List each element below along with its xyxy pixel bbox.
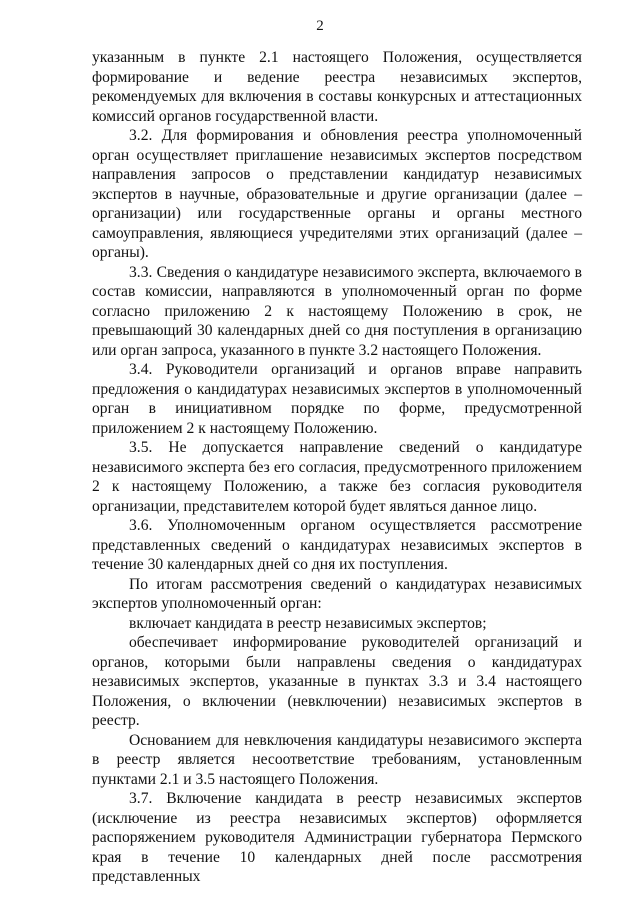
page-number: 2: [316, 18, 324, 34]
paragraph-provides-information: обеспечивает информирование руководителей организаций и органов, которыми были направлены сведения о кандидатурах независимых экспертов, указанные в пунктах 3.3 и 3.4 настоящего Положения, о включении (невключении) независимых экспертов в реестр.: [92, 634, 582, 729]
paragraph-non-inclusion-basis: Основанием для невключения кандидатуры независимого эксперта в реестр является несоответствие требованиям, установленным пунктами 2.1 и 3.5 настоящего Положения.: [92, 731, 582, 788]
paragraph-3-5: 3.5. Не допускается направление сведений о кандидатуре независимого эксперта без его согласия, предусмотренного приложением 2 к настоящему Положению, а также без согласия руководителя организации, представителем которой будет являться данное лицо.: [92, 439, 582, 515]
paragraph-review-results: По итогам рассмотрения сведений о кандидатурах независимых экспертов уполномоченный орган:: [92, 575, 582, 612]
paragraph-3-4: 3.4. Руководители организаций и органов вправе направить предложения о кандидатурах независимых экспертов в уполномоченный орган в инициативном порядке по форме, предусмотренной приложением 2 к настоящему Положению.: [92, 361, 582, 437]
paragraph-3-2: 3.2. Для формирования и обновления реестра уполномоченный орган осуществляет приглашение независимых экспертов посредством направления запросов о представлении кандидатур независимых экспертов в научные, образовательные и другие организации (далее – организации) или государственные органы и органы местного самоуправления, являющиеся учредителями этих организаций (далее – органы).: [92, 127, 582, 261]
paragraph-includes-candidate: включает кандидата в реестр независимых экспертов;: [129, 614, 487, 632]
document-body: [92, 48, 582, 887]
paragraph-3-3: 3.3. Сведения о кандидатуре независимого эксперта, включаемого в состав комиссии, направляются в уполномоченный орган по форме согласно приложению 2 к настоящему Положению в срок, не превышающий 30 календарных дней со дня поступления в организацию или орган запроса, указанного в пункте 3.2 настоящего Положения.: [92, 263, 582, 359]
paragraph-3-7: 3.7. Включение кандидата в реестр независимых экспертов (исключение из реестра независимых экспертов) оформляется распоряжением руководителя Администрации губернатора Пермского края в течение 10 календарных дней после рассмотрения представленных: [92, 790, 582, 885]
paragraph-continuation: указанным в пункте 2.1 настоящего Положения, осуществляется формирование и ведение реестра независимых экспертов, рекомендуемых для включения в составы конкурсных и аттестационных комиссий органов государственной власти.: [92, 49, 582, 125]
paragraph-3-6: 3.6. Уполномоченным органом осуществляется рассмотрение представленных сведений о кандидатурах независимых экспертов в течение 30 календарных дней со дня их поступления.: [92, 517, 582, 573]
